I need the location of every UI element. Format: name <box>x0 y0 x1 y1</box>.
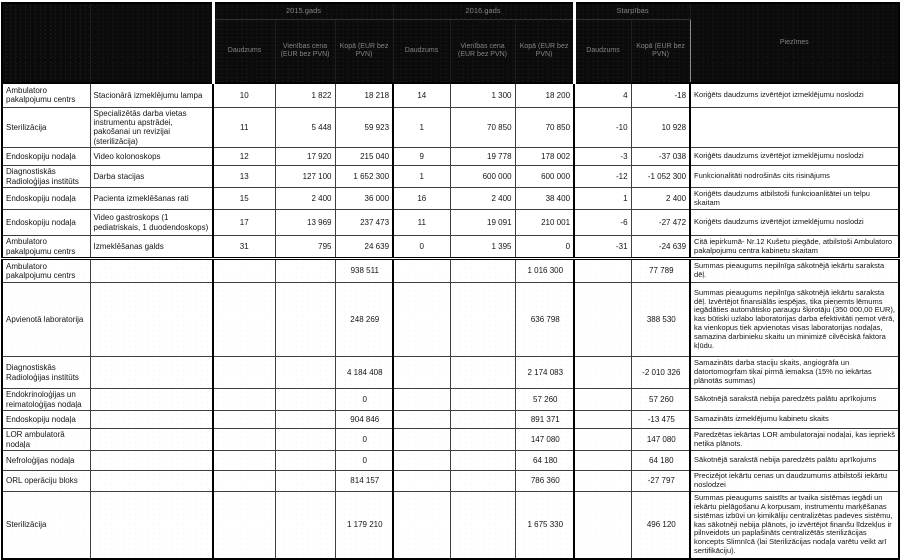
header-total-2015: Kopā (EUR bez PVN) <box>335 19 393 83</box>
empty-cell <box>90 411 213 429</box>
cell-qty-2016: 1 <box>393 166 450 188</box>
cell-price-2016: 70 850 <box>450 107 515 148</box>
empty-cell <box>393 451 450 471</box>
cell-total-2015: 814 157 <box>335 471 393 492</box>
table-row-detail <box>2 166 899 188</box>
table-header <box>2 3 899 83</box>
cell-qty-2016: 16 <box>393 188 450 210</box>
empty-cell <box>574 283 631 357</box>
empty-cell <box>393 259 450 283</box>
cell-comment: Paredzētas iekārtas LOR ambulatorajai nodaļai, kas iepriekš netika plānots. <box>690 429 899 451</box>
cell-price-2015: 5 448 <box>275 107 335 148</box>
empty-cell <box>90 429 213 451</box>
cell-total-2016: 600 000 <box>515 166 574 188</box>
cell-qty-2015: 10 <box>213 83 275 107</box>
empty-cell <box>450 451 515 471</box>
empty-cell <box>275 283 335 357</box>
cell-comment: Summas pieaugums nepilnīga sākotnējā iekārtu saraksta dēļ. <box>690 259 899 283</box>
empty-cell <box>393 357 450 389</box>
cell-dept: Nefroloģijas nodaļa <box>2 451 90 471</box>
cell-total-2016: 70 850 <box>515 107 574 148</box>
cell-comment: Precizējot iekārtu cenas un daudzumums atbilstoši iekārtu noslodzei <box>690 471 899 492</box>
cell-price-2015: 13 969 <box>275 210 335 236</box>
empty-cell <box>90 283 213 357</box>
cell-total-2015: 248 269 <box>335 283 393 357</box>
header-unit-price-2016: Vienības cena (EUR bez PVN) <box>450 19 515 83</box>
empty-cell <box>574 429 631 451</box>
cell-comment: Summas pieaugums nepilnīga sākotnējā iekārtu saraksta dēļ. Izvērtējot finansiālās iespējas, tika pieņemts lēmums iegādāties automātisko paraugu šķirotāju (350 000,00 EUR), kas būtiski uzlabo laboratorijas darba efektivitāti ņemot vērā, ka vienkopus tiek apvienotas visas laboratorijas nodaļas, samazina darbinieku skaitu un minimizē cilvēciskā faktora kļūdu. <box>690 283 899 357</box>
table-row-detail <box>2 83 899 107</box>
cell-dept: Ambulatoro pakalpojumu centrs <box>2 83 90 107</box>
cell-qty-2015: 11 <box>213 107 275 148</box>
cell-total-2015: 24 639 <box>335 236 393 259</box>
empty-cell <box>213 259 275 283</box>
empty-cell <box>275 259 335 283</box>
header-item-name-redacted <box>90 3 213 83</box>
empty-cell <box>90 471 213 492</box>
cell-total-2015: 0 <box>335 389 393 411</box>
table-row-detail <box>2 210 899 236</box>
cell-diff-qty: -3 <box>574 148 631 166</box>
empty-cell <box>213 283 275 357</box>
cell-qty-2016: 14 <box>393 83 450 107</box>
cell-comment <box>690 107 899 148</box>
table-row-summary <box>2 429 899 451</box>
cell-item: Pacienta izmeklēšanas rati <box>90 188 213 210</box>
header-diff-total: Kopā (EUR bez PVN) <box>631 19 690 83</box>
empty-cell <box>393 429 450 451</box>
table-row-summary <box>2 357 899 389</box>
cell-item: Izmeklēšanas galds <box>90 236 213 259</box>
cell-total-2016: 64 180 <box>515 451 574 471</box>
empty-cell <box>275 429 335 451</box>
empty-cell <box>90 357 213 389</box>
cell-total-2015: 237 473 <box>335 210 393 236</box>
cell-comment: Koriģēts daudzums izvērtējot izmeklējumu noslodzi <box>690 83 899 107</box>
header-total-2016: Kopā (EUR bez PVN) <box>515 19 574 83</box>
cell-diff-total: -18 <box>631 83 690 107</box>
cell-total-2016: 57 260 <box>515 389 574 411</box>
cell-qty-2015: 17 <box>213 210 275 236</box>
empty-cell <box>450 283 515 357</box>
empty-cell <box>213 411 275 429</box>
cell-qty-2015: 12 <box>213 148 275 166</box>
empty-cell <box>90 259 213 283</box>
empty-cell <box>275 471 335 492</box>
cell-dept: Apvienotā laboratorija <box>2 283 90 357</box>
cell-total-2016: 147 080 <box>515 429 574 451</box>
cell-comment: Samazināts darba staciju skaits, angiogrāfa un datortomogrfam tikai pirmā iemaksa (15% no iekārtas plānotās summas) <box>690 357 899 389</box>
empty-cell <box>450 357 515 389</box>
cell-total-2015: 36 000 <box>335 188 393 210</box>
empty-cell <box>574 259 631 283</box>
header-group-2015: 2015.gads <box>213 3 393 19</box>
cell-total-2016: 1 016 300 <box>515 259 574 283</box>
header-qty-2016: Daudzums <box>393 19 450 83</box>
cell-total-2015: 904 846 <box>335 411 393 429</box>
table-body <box>2 83 899 559</box>
cell-dept: Endokrinoloģijas un reimatoloģijas nodaļa <box>2 389 90 411</box>
table-row-summary <box>2 411 899 429</box>
cell-diff-total: 2 400 <box>631 188 690 210</box>
empty-cell <box>90 389 213 411</box>
header-department-redacted <box>2 3 90 83</box>
empty-cell <box>574 471 631 492</box>
cell-diff-total: 10 928 <box>631 107 690 148</box>
cell-qty-2016: 9 <box>393 148 450 166</box>
cell-diff-total: 496 120 <box>631 491 690 559</box>
cell-total-2015: 18 218 <box>335 83 393 107</box>
cell-price-2015: 2 400 <box>275 188 335 210</box>
empty-cell <box>275 451 335 471</box>
cell-diff-total: -27 797 <box>631 471 690 492</box>
empty-cell <box>213 429 275 451</box>
cell-dept: Sterilizācija <box>2 107 90 148</box>
cell-dept: Endoskopiju nodaļa <box>2 188 90 210</box>
cell-total-2016: 178 002 <box>515 148 574 166</box>
empty-cell <box>450 429 515 451</box>
equipment-comparison-table <box>1 2 900 560</box>
cell-qty-2016: 0 <box>393 236 450 259</box>
cell-diff-total: -13 475 <box>631 411 690 429</box>
cell-total-2016: 18 200 <box>515 83 574 107</box>
cell-dept: Endoskopiju nodaļa <box>2 210 90 236</box>
cell-comment: Koriģēts daudzums atbilstoši funkcioanlitātei un telpu skaitam <box>690 188 899 210</box>
cell-dept: Sterilizācija <box>2 491 90 559</box>
cell-dept: Ambulatoro pakalpojumu centrs <box>2 236 90 259</box>
cell-comment: Sākotnējā sarakstā nebija paredzēts palātu aprīkojums <box>690 451 899 471</box>
cell-diff-total: 388 530 <box>631 283 690 357</box>
table-row-summary <box>2 471 899 492</box>
table-row-summary <box>2 389 899 411</box>
table-row-detail <box>2 107 899 148</box>
empty-cell <box>213 389 275 411</box>
empty-cell <box>574 411 631 429</box>
cell-comment: Sākotnējā sarakstā nebija paredzēts palātu aprīkojums <box>690 389 899 411</box>
cell-price-2016: 1 395 <box>450 236 515 259</box>
cell-total-2015: 0 <box>335 429 393 451</box>
cell-total-2016: 636 798 <box>515 283 574 357</box>
cell-diff-total: -27 472 <box>631 210 690 236</box>
cell-diff-total: 147 080 <box>631 429 690 451</box>
header-unit-price-2015: Vienības cena (EUR bez PVN) <box>275 19 335 83</box>
header-group-2016: 2016.gads <box>393 3 574 19</box>
empty-cell <box>450 389 515 411</box>
cell-total-2016: 1 675 330 <box>515 491 574 559</box>
cell-diff-qty: -31 <box>574 236 631 259</box>
cell-price-2016: 600 000 <box>450 166 515 188</box>
cell-comment: Koriģēts daudzums izvērtējot izmeklējumu noslodzi <box>690 148 899 166</box>
empty-cell <box>275 411 335 429</box>
cell-item: Video kolonoskops <box>90 148 213 166</box>
table-row-detail <box>2 188 899 210</box>
empty-cell <box>574 389 631 411</box>
cell-diff-total: 77 789 <box>631 259 690 283</box>
cell-price-2015: 795 <box>275 236 335 259</box>
table-row-detail <box>2 148 899 166</box>
cell-comment: Koriģēts daudzums izvērtējot izmeklējumu noslodzi <box>690 210 899 236</box>
cell-total-2015: 1 179 210 <box>335 491 393 559</box>
empty-cell <box>574 357 631 389</box>
cell-qty-2016: 11 <box>393 210 450 236</box>
cell-price-2015: 1 822 <box>275 83 335 107</box>
empty-cell <box>213 451 275 471</box>
cell-item: Video gastroskops (1 pediatriskais, 1 duodendoskops) <box>90 210 213 236</box>
cell-dept: ORL operāciju bloks <box>2 471 90 492</box>
empty-cell <box>213 357 275 389</box>
cell-item: Stacionārā izmeklējumu lampa <box>90 83 213 107</box>
cell-dept: Endoskopiju nodaļa <box>2 148 90 166</box>
cell-qty-2015: 31 <box>213 236 275 259</box>
cell-diff-qty: -6 <box>574 210 631 236</box>
cell-diff-qty: 4 <box>574 83 631 107</box>
header-qty-2015: Daudzums <box>213 19 275 83</box>
cell-total-2016: 210 001 <box>515 210 574 236</box>
cell-total-2015: 1 652 300 <box>335 166 393 188</box>
empty-cell <box>450 411 515 429</box>
cell-comment: Funkcionalitāti nodrošinās cits risinājums <box>690 166 899 188</box>
cell-dept: Endoskopiju nodaļa <box>2 411 90 429</box>
cell-price-2015: 17 920 <box>275 148 335 166</box>
cell-diff-total: 57 260 <box>631 389 690 411</box>
empty-cell <box>450 259 515 283</box>
cell-comment: Citā iepirkumā- Nr.12 Kušetu piegāde, atbilstoši Ambulatoro pakalpojumu centra kabinetu skaitam <box>690 236 899 259</box>
cell-dept: Ambulatoro pakalpojumu centrs <box>2 259 90 283</box>
table-row-summary <box>2 283 899 357</box>
cell-price-2016: 1 300 <box>450 83 515 107</box>
cell-total-2016: 38 400 <box>515 188 574 210</box>
cell-price-2015: 127 100 <box>275 166 335 188</box>
header-group-row <box>2 3 899 19</box>
empty-cell <box>90 451 213 471</box>
header-diff-qty: Daudzums <box>574 19 631 83</box>
cell-diff-qty: 1 <box>574 188 631 210</box>
cell-comment: Samazināts izmeklējumu kabinetu skaits <box>690 411 899 429</box>
cell-price-2016: 2 400 <box>450 188 515 210</box>
empty-cell <box>393 283 450 357</box>
empty-cell <box>393 389 450 411</box>
cell-total-2015: 4 184 408 <box>335 357 393 389</box>
cell-total-2016: 786 360 <box>515 471 574 492</box>
cell-dept: Diagnostiskās Radioloģijas institūts <box>2 166 90 188</box>
empty-cell <box>275 389 335 411</box>
cell-item: Specializētās darba vietas instrumentu apstrādei, pakošanai un revizijai (sterilizācija) <box>90 107 213 148</box>
empty-cell <box>275 357 335 389</box>
cell-item: Darba stacijas <box>90 166 213 188</box>
cell-dept: Diagnostiskās Radioloģijas institūts <box>2 357 90 389</box>
cell-price-2016: 19 091 <box>450 210 515 236</box>
cell-qty-2015: 15 <box>213 188 275 210</box>
empty-cell <box>213 471 275 492</box>
cell-total-2015: 0 <box>335 451 393 471</box>
empty-cell <box>393 411 450 429</box>
cell-diff-qty: -12 <box>574 166 631 188</box>
cell-total-2016: 2 174 083 <box>515 357 574 389</box>
header-comments: Piezīmes <box>690 3 899 83</box>
cell-total-2015: 59 923 <box>335 107 393 148</box>
cell-diff-total: 64 180 <box>631 451 690 471</box>
cell-diff-qty: -10 <box>574 107 631 148</box>
empty-cell <box>450 471 515 492</box>
header-group-differences: Starpības <box>574 3 690 19</box>
cell-qty-2015: 13 <box>213 166 275 188</box>
cell-total-2016: 0 <box>515 236 574 259</box>
cell-price-2016: 19 778 <box>450 148 515 166</box>
cell-diff-total: -37 038 <box>631 148 690 166</box>
table-row-detail <box>2 236 899 259</box>
cell-total-2015: 215 040 <box>335 148 393 166</box>
cell-diff-total: -24 639 <box>631 236 690 259</box>
cell-qty-2016: 1 <box>393 107 450 148</box>
cell-total-2016: 891 371 <box>515 411 574 429</box>
empty-cell <box>393 471 450 492</box>
table-row-summary <box>2 259 899 283</box>
cell-total-2015: 938 511 <box>335 259 393 283</box>
cell-dept: LOR ambulatorā nodaļa <box>2 429 90 451</box>
cell-comment: Summas pieaugums saistīts ar tvaika sistēmas iegādi un iekārtu pielāgošanu A korpusam, instrumentu marķēšanas sistēmas izbūvi un ķimikāliju centralizētas padeves sistēmu, kas sākotnēji nebija plānots, jo izvērtējot finanšu līdzekļus ir pilnveidots un paplašināts centralizētās sterilizācijas koncepts Slimnīcā (lai Sterilizācijas nodaļa varētu veikt arī sertifikāciju). <box>690 491 899 559</box>
cell-diff-total: -1 052 300 <box>631 166 690 188</box>
cell-diff-total: -2 010 326 <box>631 357 690 389</box>
empty-cell <box>574 451 631 471</box>
table-row-summary <box>2 451 899 471</box>
